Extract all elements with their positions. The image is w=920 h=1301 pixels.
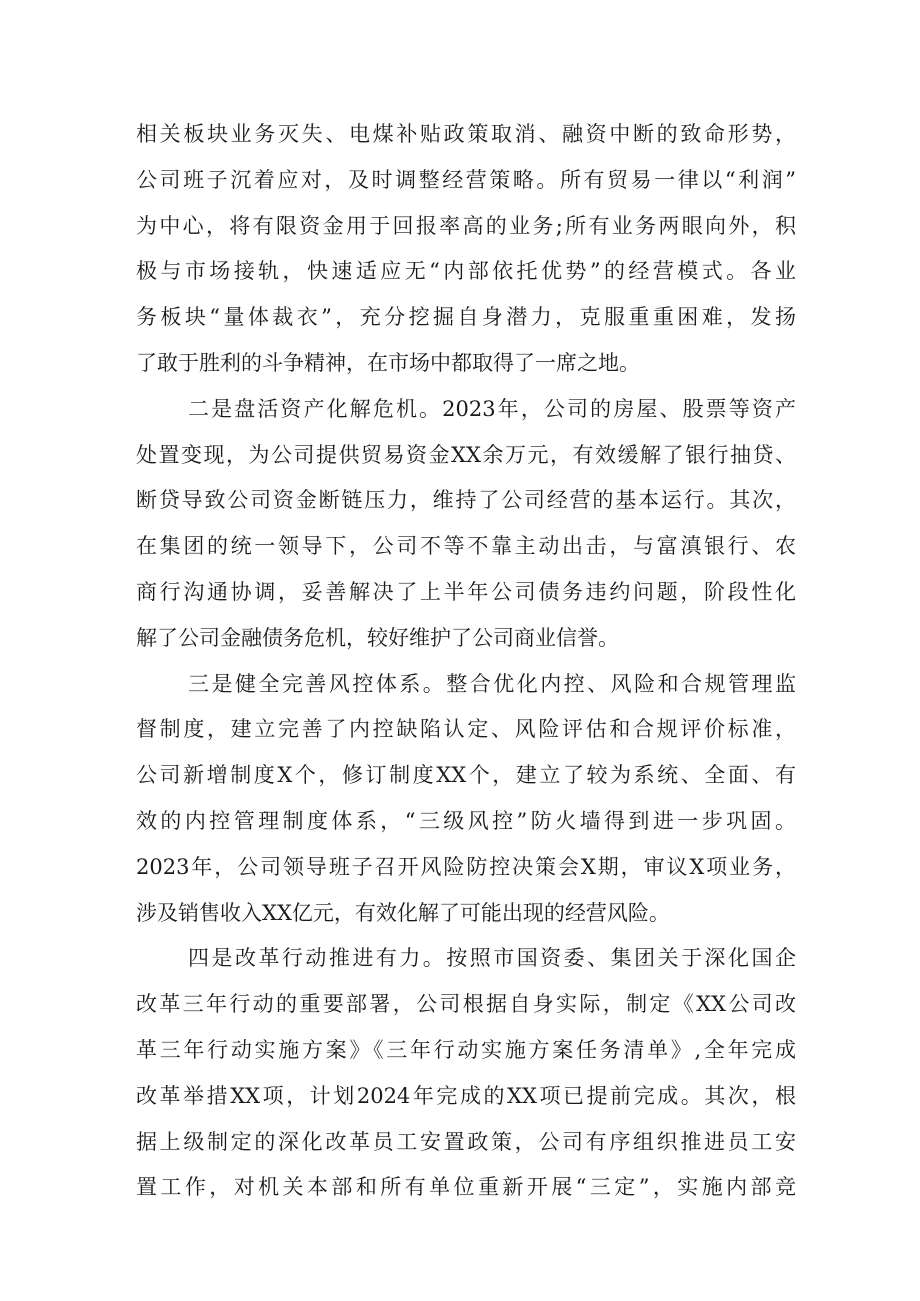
text-line: 极与市场接轨，快速适应无“内部依托优势”的经营模式。各业: [136, 259, 796, 284]
text-line: 断贷导致公司资金断链压力，维持了公司经营的基本运行。其次，: [136, 488, 796, 513]
text-line: 为中心，将有限资金用于回报率高的业务;所有业务两眼向外，积: [136, 213, 796, 238]
paragraph-first-line: 四是改革行动推进有力。按照市国资委、集团关于深化国企: [188, 946, 796, 971]
text-line: 据上级制定的深化改革员工安置政策，公司有序组织推进员工安: [136, 1129, 796, 1154]
text-line: 解了公司金融债务危机，较好维护了公司商业信誉。: [136, 625, 619, 650]
text-line: 2023年，公司领导班子召开风险防控决策会X期，审议X项业务，: [136, 854, 796, 879]
text-line: 处置变现，为公司提供贸易资金XX余万元，有效缓解了银行抽贷、: [136, 442, 796, 467]
text-line: 了敢于胜利的斗争精神，在市场中都取得了一席之地。: [136, 350, 640, 375]
text-line: 公司新增制度X个，修订制度XX个，建立了较为系统、全面、有: [136, 763, 796, 788]
text-line: 督制度，建立完善了内控缺陷认定、风险评估和合规评价标准，: [136, 717, 796, 742]
text-line: 在集团的统一领导下，公司不等不靠主动出击，与富滇银行、农: [136, 534, 796, 559]
text-line: 商行沟通协调，妥善解决了上半年公司债务违约问题，阶段性化: [136, 579, 796, 604]
paragraph-first-line: 三是健全完善风控体系。整合优化内控、风险和合规管理监: [188, 671, 796, 696]
text-line: 公司班子沉着应对，及时调整经营策略。所有贸易一律以“利润”: [136, 167, 796, 192]
text-line: 涉及销售收入XX亿元，有效化解了可能出现的经营风险。: [136, 900, 670, 925]
text-line: 改革三年行动的重要部署，公司根据自身实际，制定《XX公司改: [136, 992, 796, 1017]
text-line: 革三年行动实施方案》《三年行动实施方案任务清单》,全年完成: [136, 1037, 796, 1062]
text-line: 置工作，对机关本部和所有单位重新开展“三定”，实施内部竞: [136, 1175, 796, 1200]
text-line: 务板块“量体裁衣”，充分挖掘自身潜力，克服重重困难，发扬: [136, 305, 796, 330]
paragraph-first-line: 二是盘活资产化解危机。2023年，公司的房屋、股票等资产: [188, 396, 796, 421]
body-text: [136, 112, 796, 1211]
text-line: 相关板块业务灭失、电煤补贴政策取消、融资中断的致命形势，: [136, 122, 796, 146]
text-line: 效的内控管理制度体系，“三级风控”防火墙得到进一步巩固。: [136, 808, 796, 833]
text-line: 改革举措XX项，计划2024年完成的XX项已提前完成。其次，根: [136, 1083, 796, 1108]
